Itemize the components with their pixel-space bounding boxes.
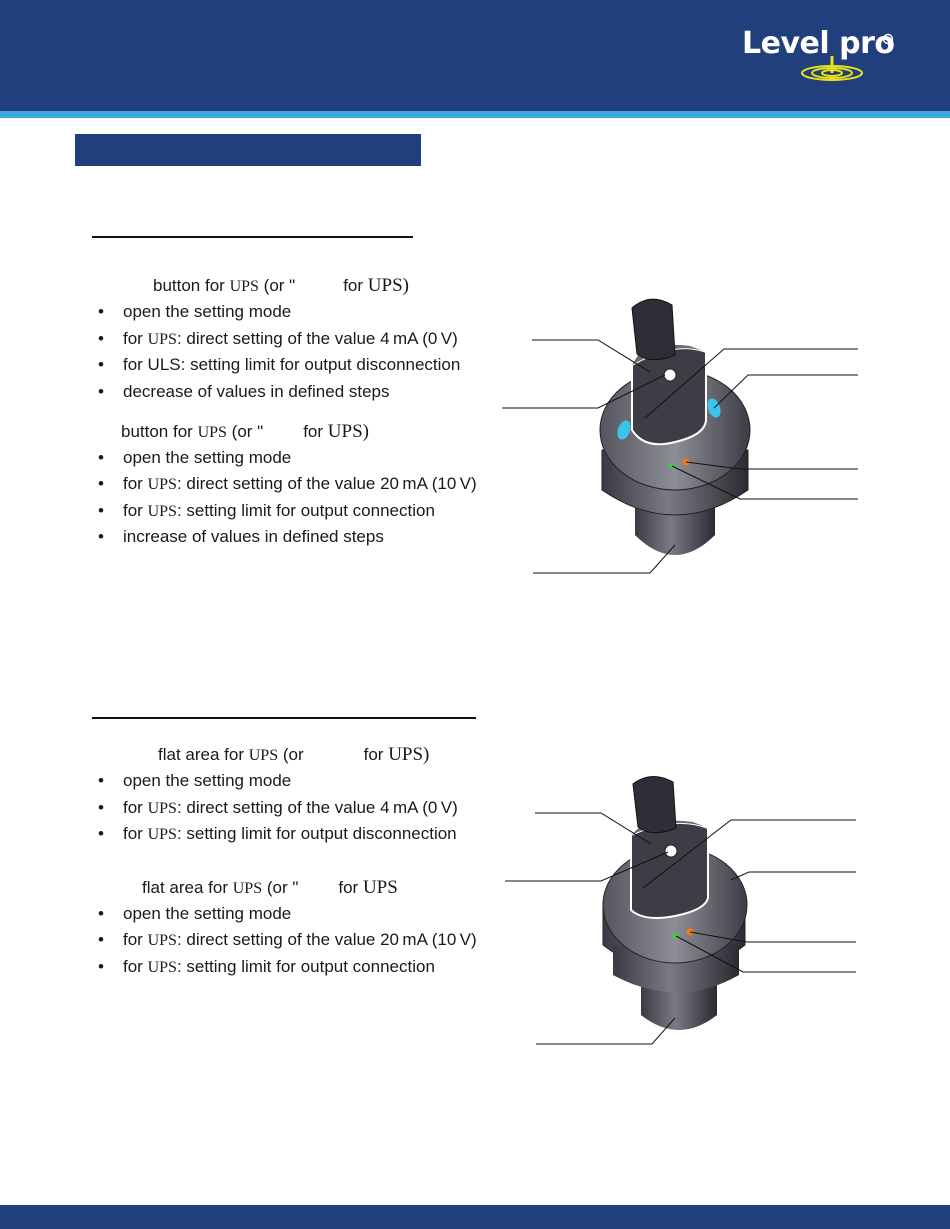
bullet-glyph: • [98,957,104,976]
bullet-glyph: • [98,904,104,923]
connector-screw-icon [664,369,676,381]
connector-screw-icon [665,845,677,857]
list-item: open the setting mode [123,302,292,321]
list-item: open the setting mode [123,771,292,790]
bullet-glyph: • [98,798,104,817]
sensor-diagram-flat-area [503,770,863,1055]
list-item: for UPS: direct setting of the value 4 mA (0 V) [123,329,458,348]
list-item: for UPS: direct setting of the value 4 mA (0 V) [123,798,458,817]
logo-text-level: Level [742,26,830,61]
cable-gland [632,299,675,360]
bullet-glyph: • [98,824,104,843]
logo-text-pro: pro [839,26,895,61]
bullet-glyph: • [98,382,104,401]
section1-intro2: button for UPS (or " for UPS) [121,421,369,442]
level-pro-logo [742,26,902,86]
bullet-glyph: • [98,501,104,520]
section-title-bar [75,134,421,166]
list-item: decrease of values in defined steps [123,382,390,401]
bullet-glyph: • [98,448,104,467]
list-item: increase of values in defined steps [123,527,384,546]
cable-gland [633,776,676,832]
list-item: for UPS: direct setting of the value 20 mA (10 V) [123,930,477,949]
section1-intro: button for UPS (or " for UPS) [153,275,409,296]
bullet-glyph: • [98,474,104,493]
section2-intro2: flat area for UPS (or " for UPS [142,877,398,898]
list-item: for UPS: setting limit for output connection [123,501,435,520]
list-item: open the setting mode [123,904,292,923]
header-stripe [0,111,950,118]
sensor-diagram-buttons [500,290,860,580]
bullet-glyph: • [98,930,104,949]
list-item: for ULS: setting limit for output disconnection [123,355,461,374]
list-item: for UPS: direct setting of the value 20 mA (10 V) [123,474,477,493]
sensor-connector [631,823,708,918]
sensor-connector [632,348,706,444]
bullet-glyph: • [98,527,104,546]
bullet-glyph: • [98,329,104,348]
section2-intro: flat area for UPS (or for UPS) [158,744,430,765]
logo-dot-icon [881,32,895,46]
list-item: for UPS: setting limit for output connection [123,957,435,976]
list-item: for UPS: setting limit for output disconnection [123,824,457,843]
section1-rule [92,236,413,238]
callout-line [731,872,856,880]
logo-signal-icon [782,56,902,86]
bullet-glyph: • [98,771,104,790]
list-item: open the setting mode [123,448,292,467]
page-footer [0,1205,950,1229]
bullet-glyph: • [98,355,104,374]
section2-rule [92,717,476,719]
bullet-glyph: • [98,302,104,321]
